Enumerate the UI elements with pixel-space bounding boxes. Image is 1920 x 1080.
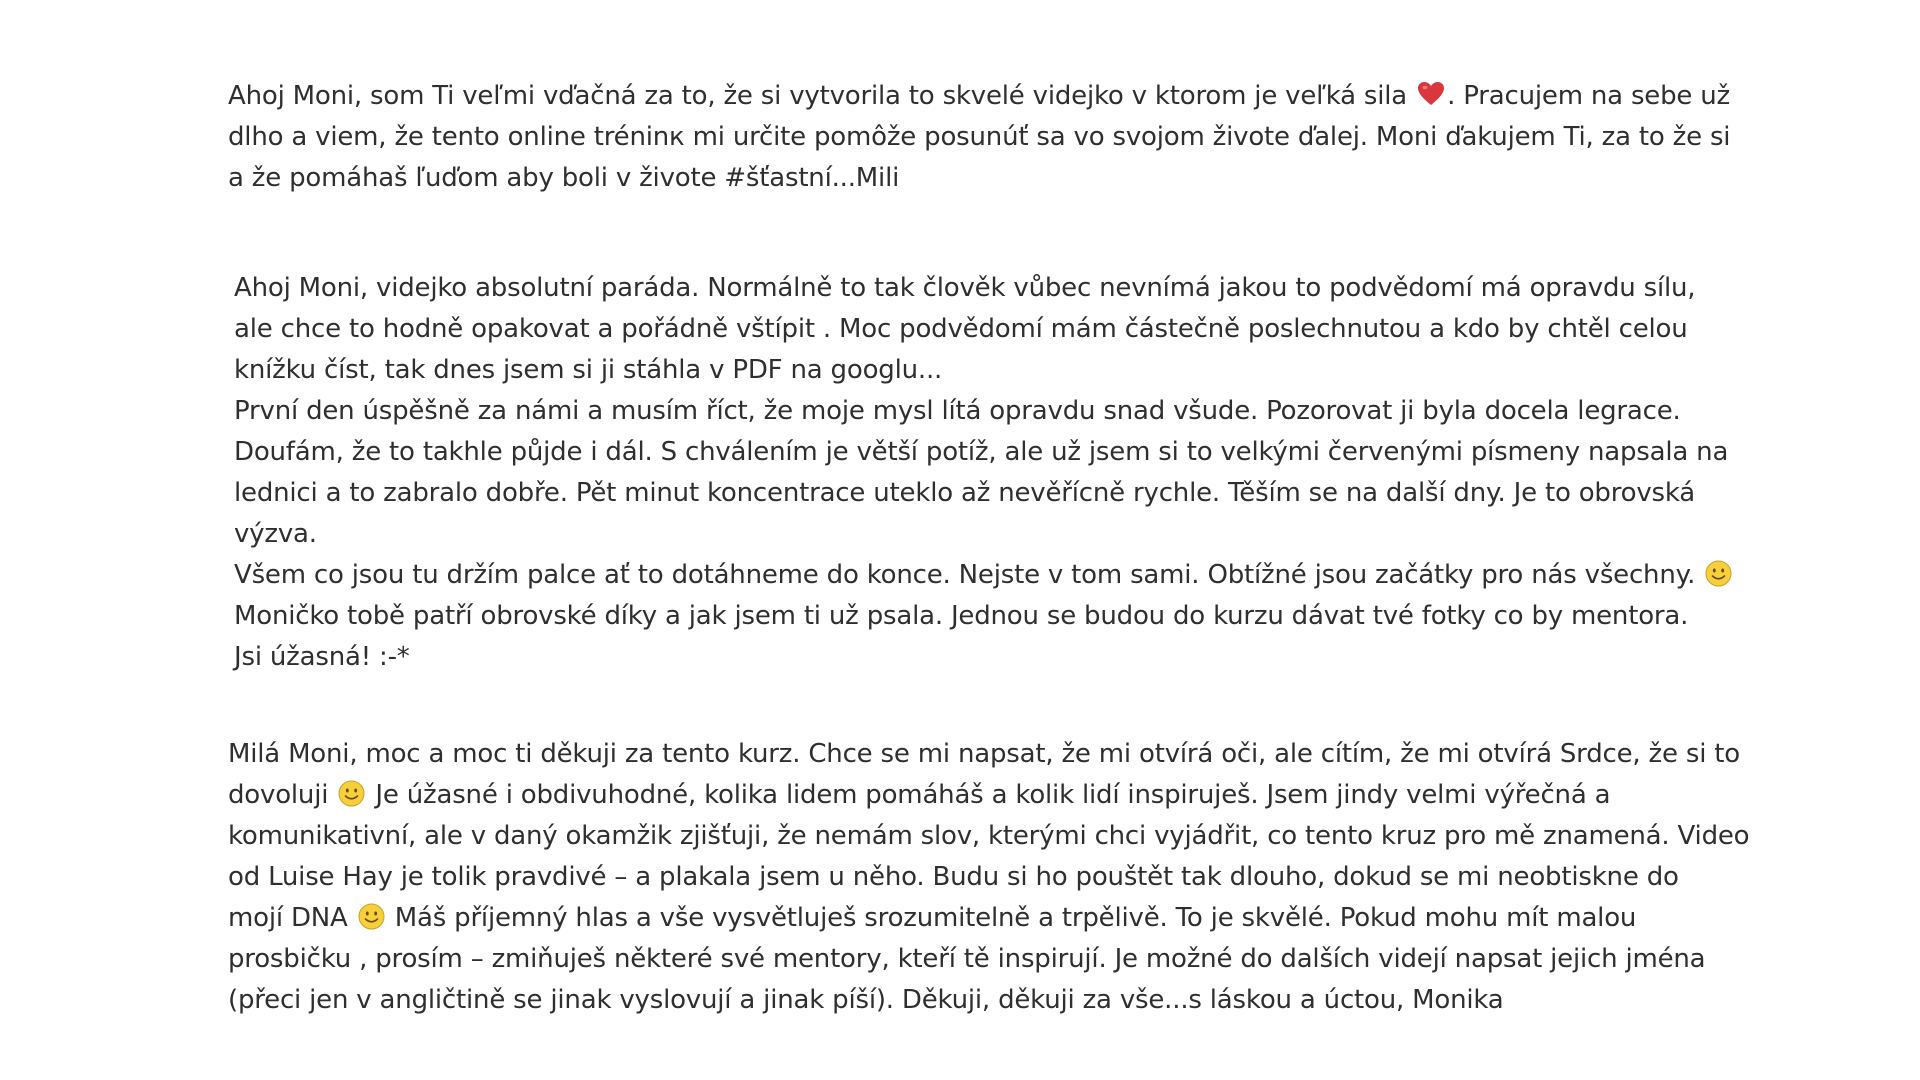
text-line: Všem co jsou tu držím palce ať to dotáhneme do konce. Nejste v tom sami. Obtížné jsou začátky pro nás všechny.: [234, 555, 1754, 596]
testimonial-mili: [228, 76, 1748, 199]
text-line: ale chce to hodně opakovat a pořádně vštípit . Moc podvědomí mám částečně poslechnutou a kdo by chtěl celou: [234, 314, 1688, 344]
text-line: Ahoj Moni, videjko absolutní paráda. Normálně to tak člověk vůbec nevnímá jakou to podvědomí má opravdu sílu,: [234, 273, 1696, 303]
smiley-emoji-icon: [1705, 560, 1732, 587]
text-line: Jsi úžasná! :-*: [234, 642, 410, 672]
text-line: Doufám, že to takhle půjde i dál. S chválením je větší potíž, ale už jsem si to velkými červenými písmeny napsala na: [234, 437, 1729, 467]
text-line: a že pomáhaš ľuďom aby boli v živote #šťastní...Mili: [228, 163, 900, 193]
testimonial-monika: [228, 734, 1748, 1021]
text-line: První den úspěšně za námi a musím říct, že moje mysl lítá opravdu snad všude. Pozorovat ji byla docela legrace.: [234, 396, 1681, 426]
text-line: Ahoj Moni, som Ti veľmi vďačná za to, že si vytvorila to skvelé videjko v ktorom je veľká sila . Pracujem na sebe už: [228, 81, 1730, 111]
text-line: od Luise Hay je tolik pravdivé – a plakala jsem u něho. Budu si ho pouštět tak dlouho, dokud se mi neobtiskne do: [228, 862, 1679, 892]
text-line: lednici a to zabralo dobře. Pět minut koncentrace uteklo až nevěřícně rychle. Těším se na další dny. Je to obrovská: [234, 478, 1696, 508]
text-line: knížku číst, tak dnes jsem si ji stáhla v PDF na googlu...: [234, 355, 943, 385]
text-line: výzva.: [234, 519, 317, 549]
text-line: dlho a viem, že tento online tréninк mi určite pomôže posunúť sa vo svojom živote ďalej. Moni ďakujem Ti, za to že si: [228, 122, 1731, 152]
text-line: Moničko tobě patří obrovské díky a jak jsem ti už psala. Jednou se budou do kurzu dávat tvé fotky co by mentora.: [234, 601, 1689, 631]
text-line: komunikativní, ale v daný okamžik zjišťuji, že nemám slov, kterými chci vyjádřit, co tento kruz pro mě znamená. Video: [228, 821, 1750, 851]
testimonial-2: [234, 268, 1754, 678]
text-line: mojí DNA Máš příjemný hlas a vše vysvětluješ srozumitelně a trpělivě. To je skvělé. Pokud mohu mít malou: [228, 903, 1637, 933]
heart-emoji-icon: [1417, 81, 1445, 107]
text-line: prosbičku , prosím – zmiňuješ některé své mentory, kteří tě inspirují. Je možné do dalších videjí napsat jejich jména: [228, 944, 1706, 974]
text-line: dovoluji Je úžasné i obdivuhodné, kolika lidem pomáháš a kolik lidí inspiruješ. Jsem jindy velmi výřečná a: [228, 780, 1611, 810]
smiley-emoji-icon: [338, 780, 365, 807]
smiley-emoji-icon: [358, 903, 385, 930]
text-line: (přeci jen v angličtině se jinak vyslovují a jinak píší). Děkuji, děkuji za vše...s láskou a úctou, Monika: [228, 985, 1504, 1015]
text-line: Milá Moni, moc a moc ti děkuji za tento kurz. Chce se mi napsat, že mi otvírá oči, ale cítím, že mi otvírá Srdce, že si to: [228, 739, 1740, 769]
